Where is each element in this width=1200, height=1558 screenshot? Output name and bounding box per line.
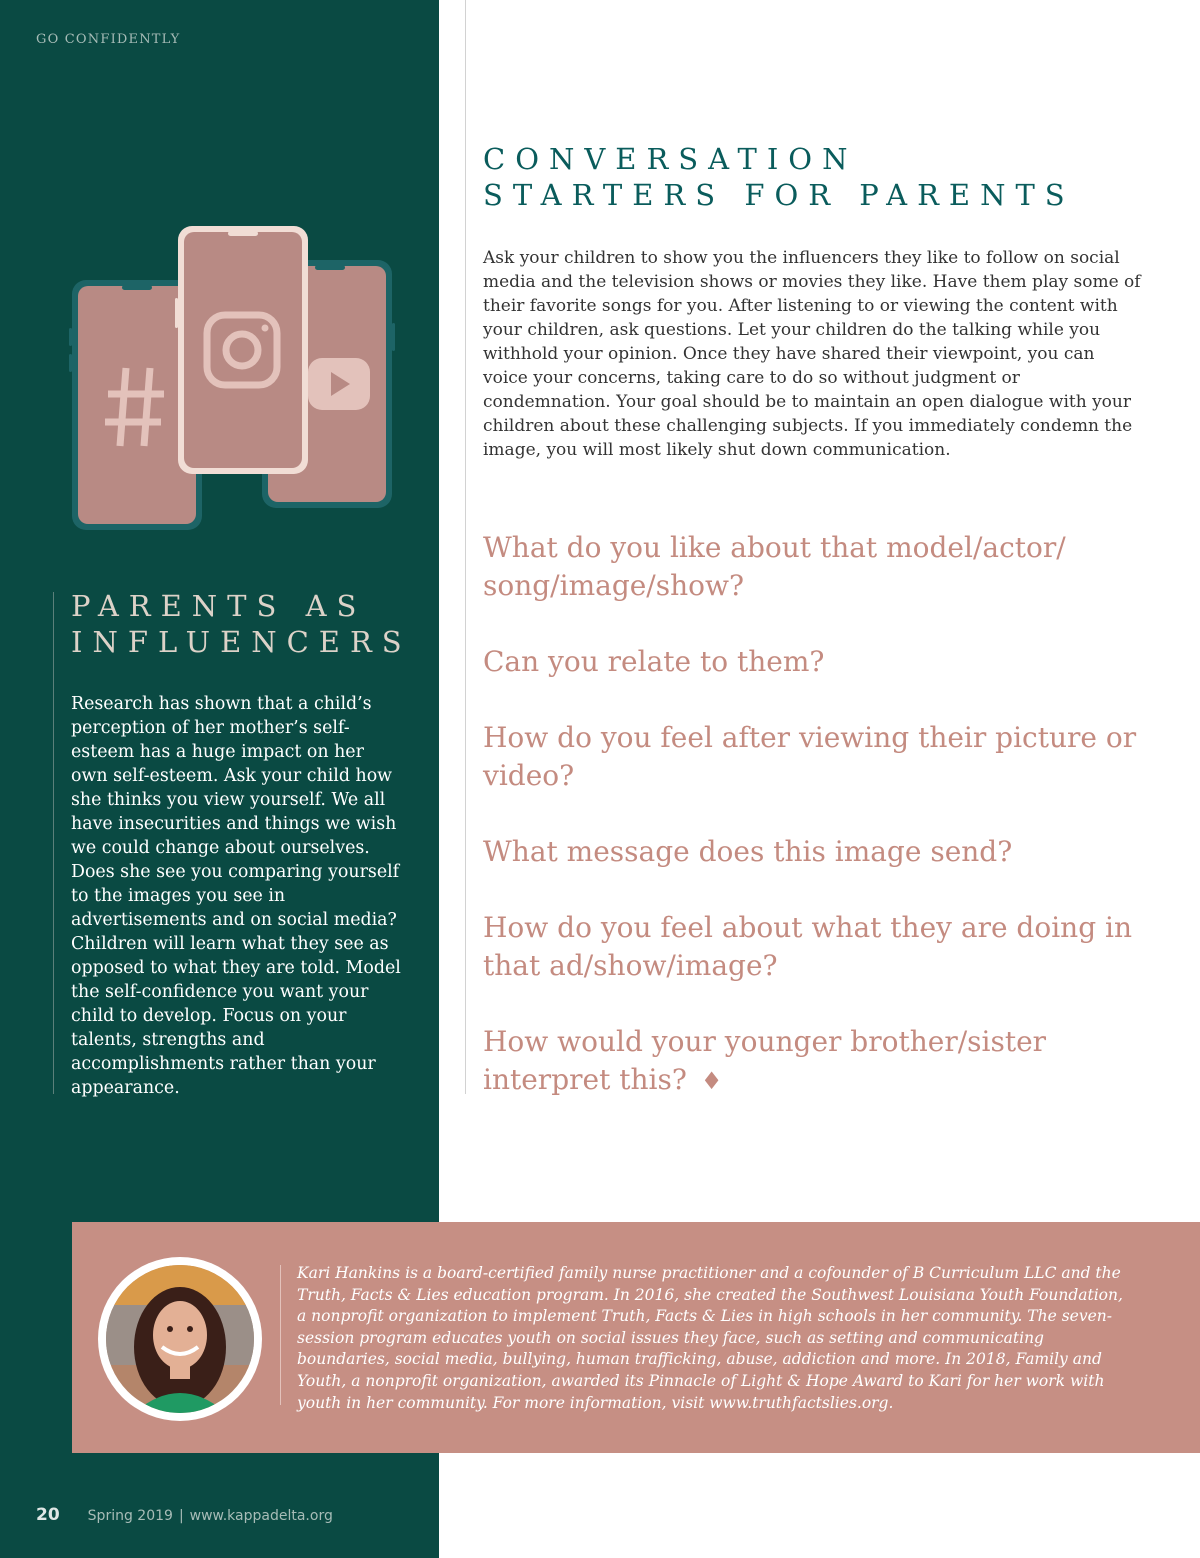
author-avatar (98, 1257, 262, 1421)
youtube-icon (308, 358, 370, 410)
section-label: GO CONFIDENTLY (36, 32, 181, 47)
right-heading-line2: STARTERS FOR PARENTS (483, 178, 1075, 212)
question-item: How do you feel about what they are doing in that ad/show/image? (483, 911, 1133, 982)
question-item: Can you relate to them? (483, 645, 825, 678)
question-text: How would your younger brother/sister interpret this? (483, 1025, 1047, 1096)
page-footer (36, 1505, 333, 1525)
right-heading-line1: CONVERSATION (483, 142, 858, 176)
question-list (483, 529, 1173, 1138)
bio-divider (280, 1265, 281, 1405)
issue-label: Spring 2019 (87, 1508, 173, 1524)
author-bio-text: Kari Hankins is a board-certified family nurse practitioner and a cofounder of B Curriculum LLC and the Truth, Facts & Lies education program. In 2016, she created the Southwest Louisiana Youth Foundation, a nonprofit organization to implement Truth, Facts & Lies in high schools in her community. The seven-session program educates youth on social issues they face, such as setting and communicating boundaries, social media, bullying, human trafficking, abuse, addiction and more. In 2018, Family and Youth, a nonprofit organization, awarded its Pinnacle of Light & Hope Award to Kari for her work with youth in her community. For more information, visit www.truthfactslies.org. (297, 1264, 1123, 1412)
column-divider (465, 0, 466, 1094)
left-heading-line2: INFLUENCERS (71, 625, 412, 659)
conversation-starters-heading (483, 141, 1183, 213)
question-item: What do you like about that model/actor/ song/image/show? (483, 531, 1066, 602)
question-item: What message does this image send? (483, 835, 1013, 868)
question-item: How do you feel after viewing their picture or video? (483, 721, 1137, 792)
left-divider (53, 592, 54, 1094)
author-photo (106, 1265, 254, 1413)
website-link[interactable]: www.kappadelta.org (189, 1508, 333, 1524)
social-media-phones-illustration (60, 218, 410, 538)
question-item-last (483, 1023, 1173, 1100)
phone-middle (175, 226, 308, 474)
end-mark-diamond-icon: ♦ (700, 1067, 723, 1095)
author-portrait-icon (106, 1265, 254, 1413)
conversation-starters-body: Ask your children to show you the influencers they like to follow on social media and the television shows or movies they like. Have them play some of their favorite songs for you. After listening to or viewing the content with your children, ask questions. Let your children do the talking while you withhold your opinion. Once they have shared their viewpoint, you can voice your concerns, taking care to do so without judgment or condemnation. Your goal should be to maintain an open dialogue with your children about these challenging subjects. If you immediately condemn the image, you will most likely shut down communication. (483, 248, 1141, 460)
left-heading-line1: PARENTS AS (71, 589, 367, 623)
parents-as-influencers-body: Research has shown that a child’s perception of her mother’s self-esteem has a huge impact on her own self-esteem. Ask your child how she thinks you view yourself. We all have insecurities and things we wish we could change about ourselves. Does she see you comparing yourself to the images you see in advertisements and on social media? Children will learn what they see as opposed to what they are told. Model the self-confidence you want your child to develop. Focus on your talents, strengths and accomplishments rather than your appearance. (71, 694, 401, 1098)
parents-as-influencers-heading (71, 588, 431, 660)
footer-separator: | (178, 1508, 184, 1524)
page-number: 20 (36, 1505, 60, 1525)
